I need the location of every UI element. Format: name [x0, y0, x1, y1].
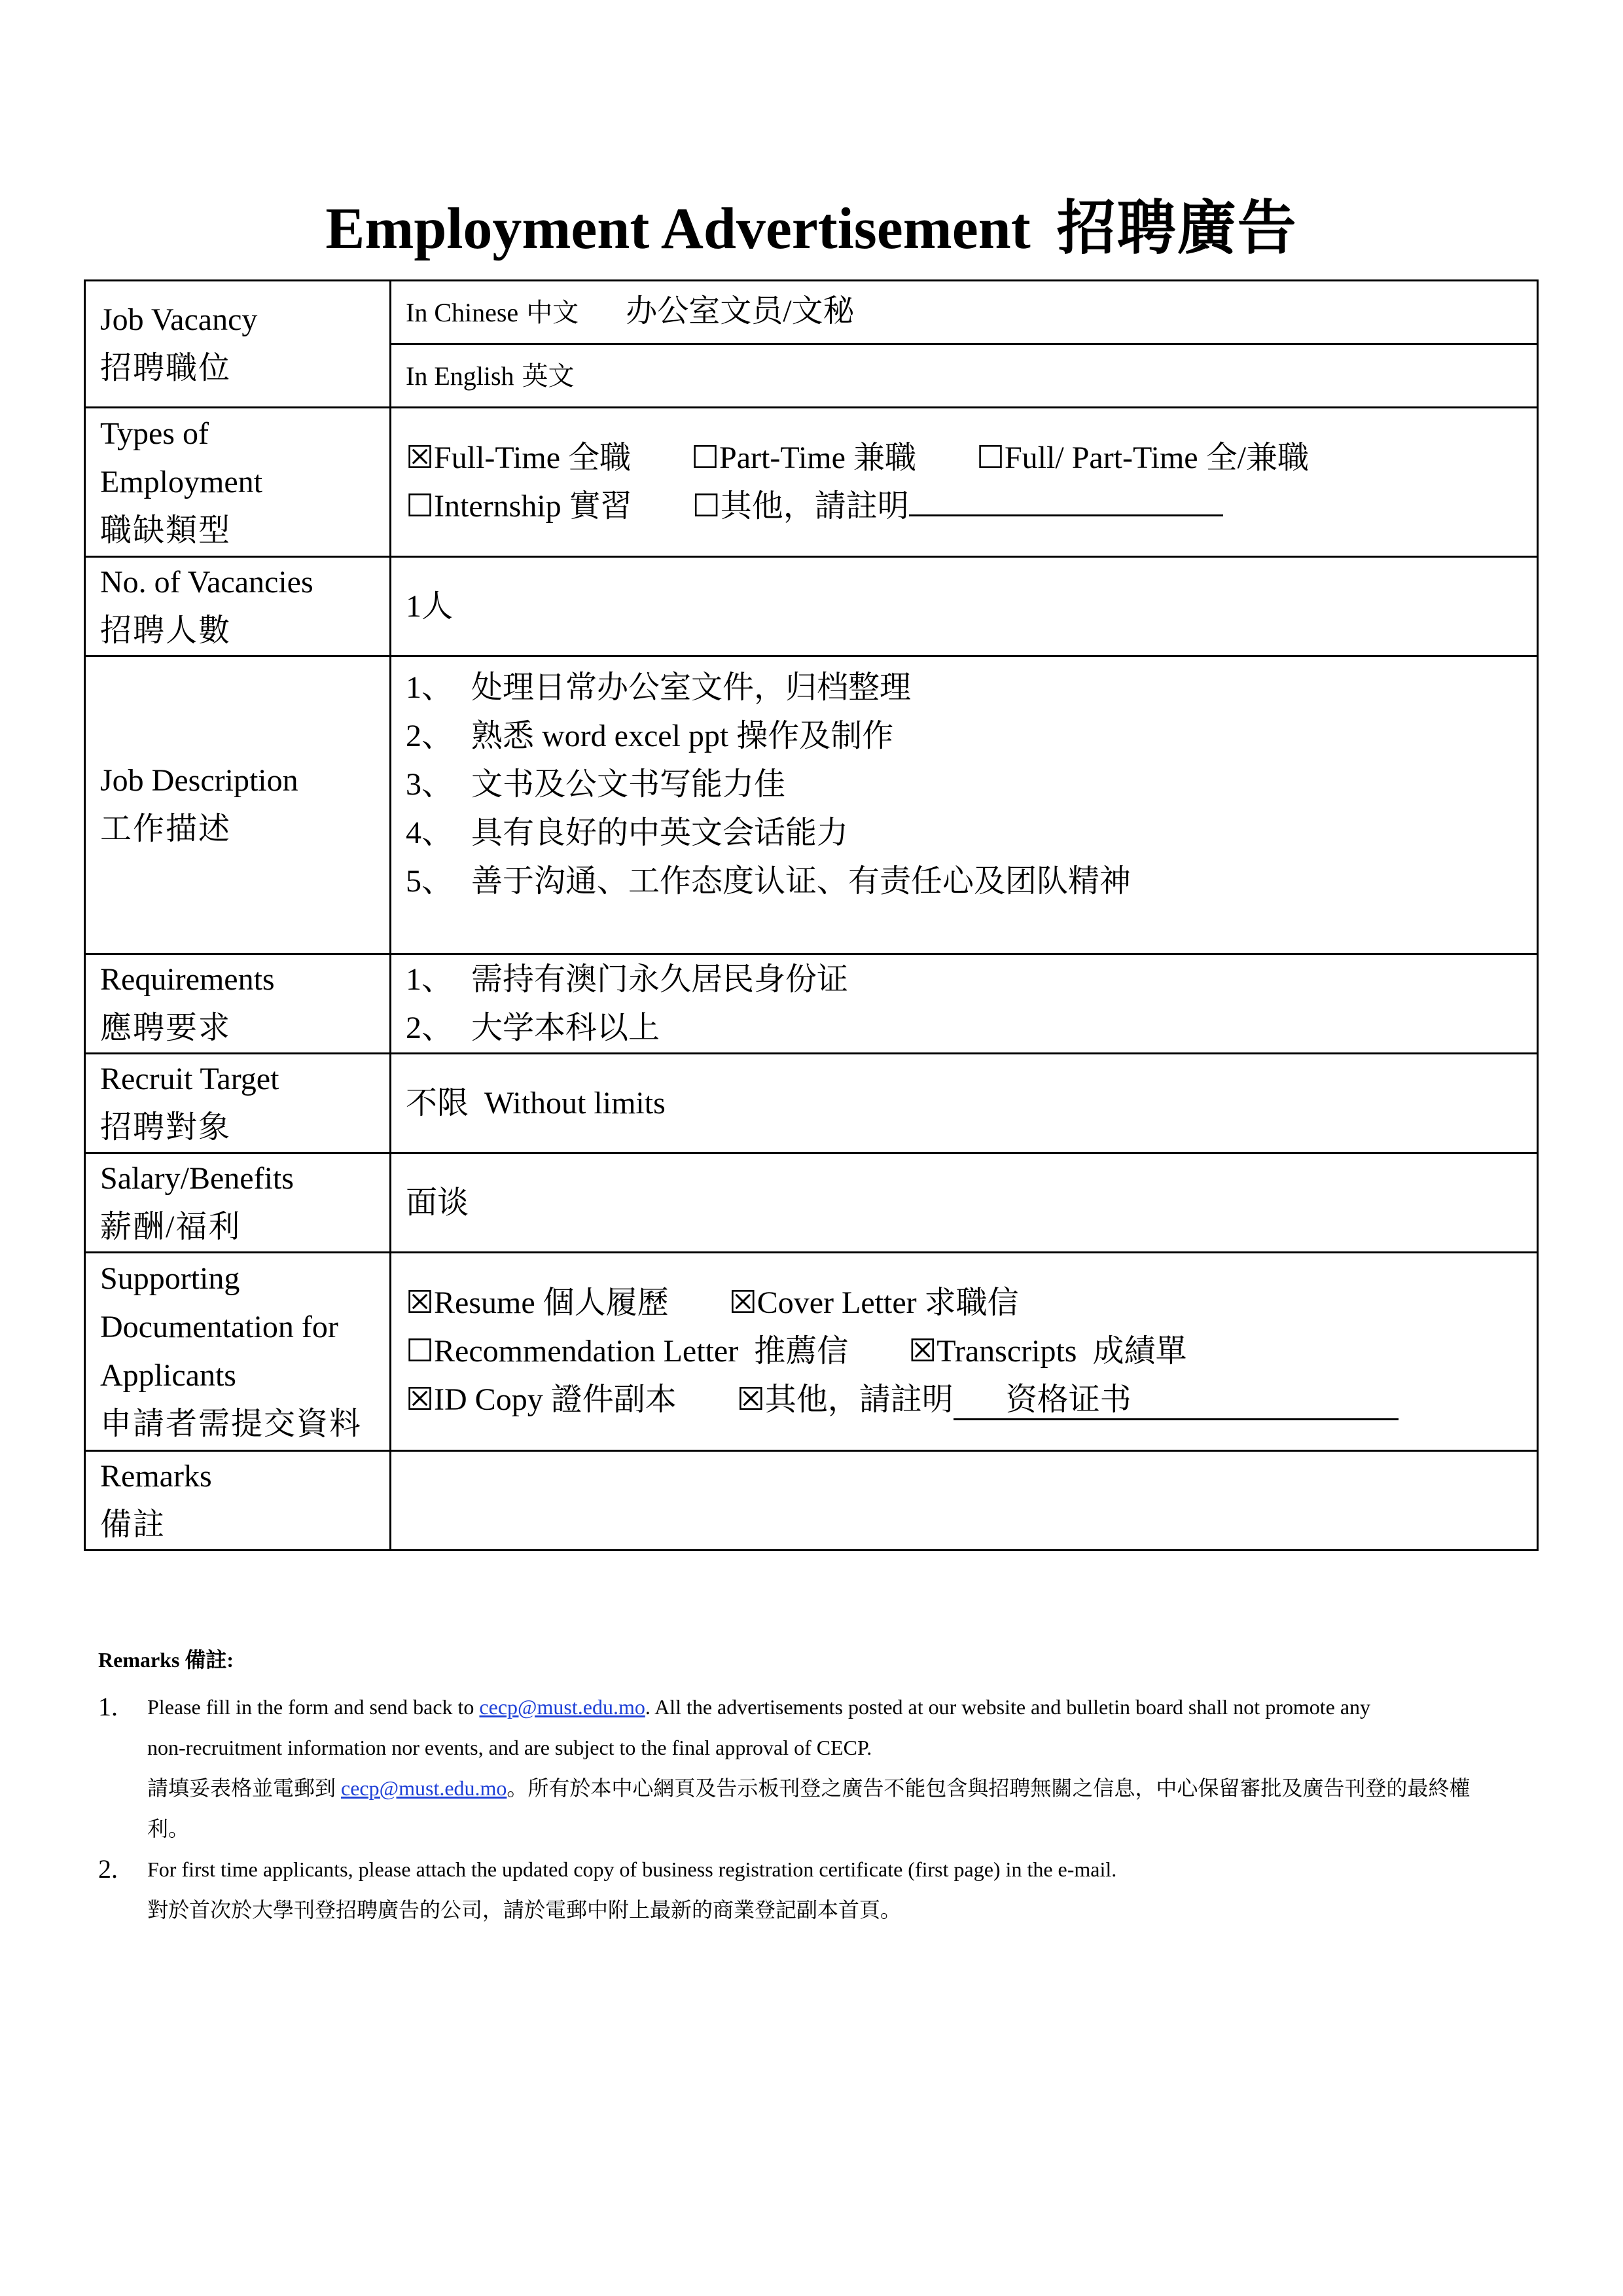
checkbox-other-type[interactable]: ☐其他，請註明 [692, 488, 909, 524]
checkbox-cover-letter[interactable]: ☒Cover Letter 求職信 [728, 1285, 1019, 1320]
employment-type-options [391, 408, 1538, 557]
list-item: 2、 大学本科以上 [406, 1010, 660, 1045]
remarks-title: Remarks 備註: [98, 1648, 234, 1672]
remarks-notes [98, 1640, 1538, 1930]
other-type-input[interactable] [909, 514, 1223, 516]
list-item: 5、 善于沟通、工作态度认证、有责任心及团队精神 [406, 864, 1132, 899]
note-item: 2. For first time applicants, please attach the updated copy of business registration certificate (first page) in the e-mail. 對於首次於大學刊登招聘廣告的公司，請於電郵中附上最新的商業登記副本首頁。 [98, 1854, 1117, 1922]
checkbox-other-docs[interactable]: ☒其他，請註明 [736, 1382, 954, 1417]
checkbox-full-part-time[interactable]: ☐Full/ Part-Time 全/兼職 [976, 440, 1309, 475]
list-item: 4、 具有良好的中英文会话能力 [406, 816, 849, 850]
list-item: 3、 文书及公文书写能力佳 [406, 767, 786, 802]
checkbox-full-time[interactable]: ☒Full-Time 全職 [406, 440, 631, 475]
documents-label: Supporting Documentation for Applicants 申請者需提交資料 [85, 1253, 391, 1451]
checkbox-internship[interactable]: ☐Internship 實習 [406, 488, 632, 524]
job-description-content[interactable] [391, 656, 1538, 954]
title-en: Employment Advertisement [325, 196, 1031, 261]
recruit-target-label: Recruit Target 招聘對象 [85, 1054, 391, 1153]
list-item: 2、 熟悉 word excel ppt 操作及制作 [406, 719, 894, 753]
job-vacancy-chinese-field[interactable]: In Chinese 中文 办公室文员/文秘 [391, 281, 1538, 344]
list-item: 1、 需持有澳门永久居民身份证 [406, 961, 849, 997]
checkbox-transcripts[interactable]: ☒Transcripts 成績單 [908, 1334, 1187, 1369]
job-vacancy-chinese-value: 办公室文员/文秘 [626, 294, 855, 329]
job-vacancy-label: Job Vacancy 招聘職位 [85, 281, 391, 408]
checkbox-resume[interactable]: ☒Resume 個人履歷 [406, 1285, 669, 1320]
employment-form-table [84, 279, 1539, 1551]
checkbox-id-copy[interactable]: ☒ID Copy 證件副本 [406, 1382, 677, 1417]
list-item: 1、 处理日常办公室文件，归档整理 [406, 670, 912, 705]
employment-type-label: Types of Employment 職缺類型 [85, 408, 391, 557]
recruit-target-value[interactable]: 不限 Without limits [391, 1054, 1538, 1153]
remarks-row-value[interactable] [391, 1451, 1538, 1551]
vacancies-value[interactable]: 1人 [391, 557, 1538, 656]
other-docs-input[interactable]: 资格证书 [954, 1382, 1399, 1420]
documents-options [391, 1253, 1538, 1451]
requirements-label: Requirements 應聘要求 [85, 954, 391, 1054]
job-description-label: Job Description 工作描述 [85, 656, 391, 954]
salary-label: Salary/Benefits 薪酬/福利 [85, 1153, 391, 1253]
email-link[interactable]: cecp@must.edu.mo [479, 1695, 645, 1719]
remarks-row-label: Remarks 備註 [85, 1451, 391, 1551]
page-title [0, 187, 1623, 272]
checkbox-part-time[interactable]: ☐Part-Time 兼職 [691, 440, 916, 475]
job-vacancy-english-field[interactable]: In English 英文 [391, 344, 1538, 408]
requirements-content[interactable] [391, 954, 1538, 1054]
title-cn: 招聘廣告 [1056, 196, 1298, 261]
vacancies-label: No. of Vacancies 招聘人數 [85, 557, 391, 656]
salary-value[interactable]: 面谈 [391, 1153, 1538, 1253]
note-item: 1. Please fill in the form and send back to cecp@must.edu.mo. All the advertisements posted at our website and bulletin board shall not promote any non-recruitment information nor events, and are subject to the final approval of CECP. 請填妥表格並電郵到 cecp@must.edu.mo。所有於本中心網頁及告示板刊登之廣告不能包含與招聘無關之信息，中心保留審批及廣告刊登的最終權 利。 [98, 1692, 1471, 1840]
email-link-cn[interactable]: cecp@must.edu.mo [341, 1776, 507, 1800]
checkbox-recommendation-letter[interactable]: ☐Recommendation Letter 推薦信 [406, 1334, 849, 1369]
